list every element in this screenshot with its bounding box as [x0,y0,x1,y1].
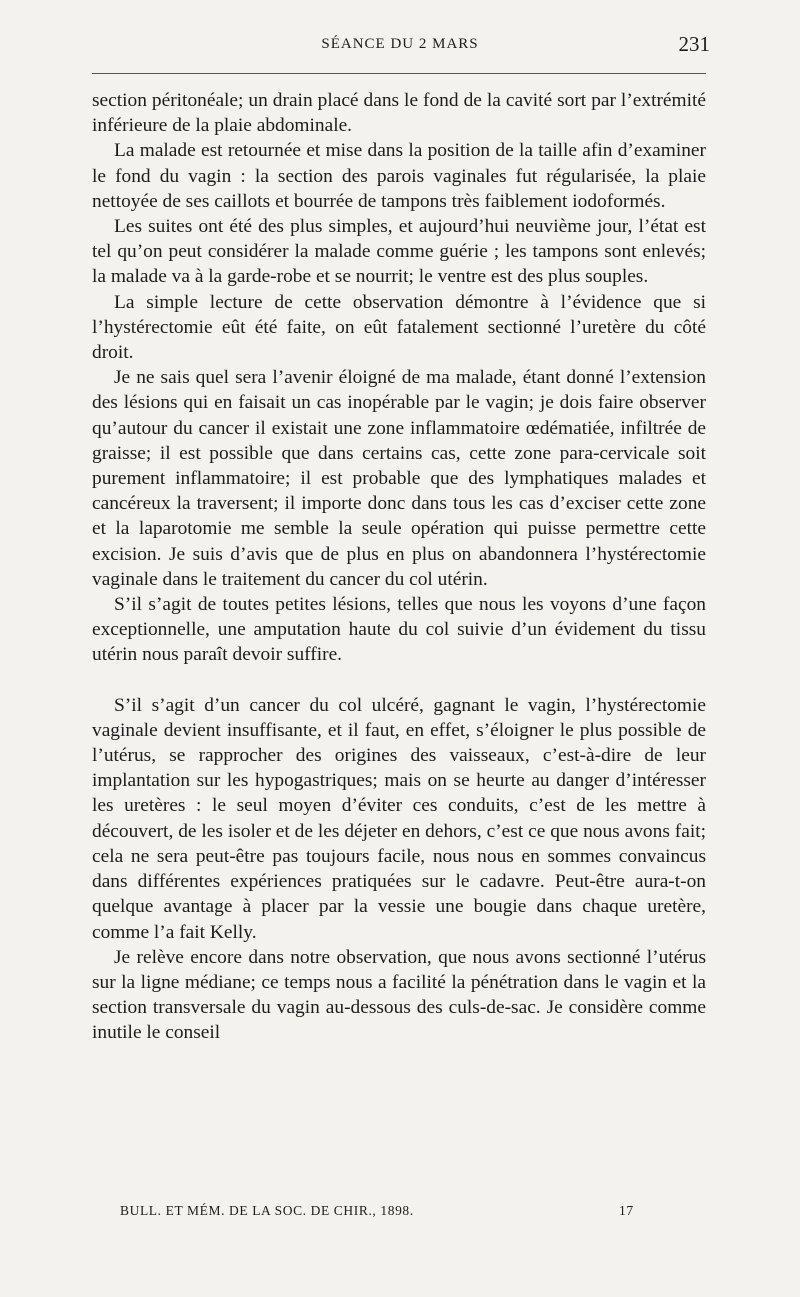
paragraph-continuation: section péritonéale; un drain placé dans le fond de la cavité sort par l’extrémité inférieure de la plaie abdominale. [92,90,706,137]
paragraph: La malade est retournée et mise dans la position de la taille afin d’examiner le fond du vagin : la section des parois vaginales fut régularisée, la plaie nettoyée de ses caillots et bourrée de tampons très faiblement iodoformés. [92,140,706,212]
page-number: 231 [678,32,710,56]
footer-signature-mark: 17 [619,1203,634,1218]
paragraph: S’il s’agit d’un cancer du col ulcéré, gagnant le vagin, l’hystérectomie vaginale devient insuffisante, et il faut, en effet, s’éloigner le plus possible de l’utérus, se rapprocher des origines des vaisseaux, c’est-à-dire de leur implantation sur les hypogastriques; mais on se heurte au danger d’intéresser les uretères : le seul moyen d’éviter ces conduits, c’est de les mettre à découvert, de les isoler et de les déjeter en dehors, c’est ce que nous avons fait; cela ne sera peut-être pas toujours facile, nous nous en sommes convaincus dans différentes expériences pratiquées sur le cadavre. Peut-être aura-t-on quelque avantage à placer par la vessie une bougie dans chaque uretère, comme l’a fait Kelly. [92,694,706,943]
paragraph: Je relève encore dans notre observation, que nous avons sectionné l’utérus sur la ligne médiane; ce temps nous a facilité la pénétration dans le vagin et la section transversale du vagin au-dessous des culs-de-sac. Je considère comme inutile le conseil [92,946,706,1044]
paragraph: Je ne sais quel sera l’avenir éloigné de ma malade, étant donné l’extension des lésions qui en faisait un cas inopérable par le vagin; je dois faire observer qu’autour du cancer il existait une zone inflammatoire œdématiée, infiltrée de graisse; il est possible que dans certains cas, cette zone para-cervicale soit purement inflammatoire; il est probable que des lymphatiques malades et cancéreux la traversent; il importe donc dans tous les cas d’exciser cette zone et la laparotomie me semble la seule opération qui puisse permettre cette excision. Je suis d’avis que de plus en plus on abandonnera l’hystérectomie vaginale dans le traitement du cancer du col utérin. [92,367,706,590]
body-text [92,88,706,1046]
header-rule [92,73,706,74]
running-title: SÉANCE DU 2 MARS [321,36,479,52]
running-head [90,34,710,58]
paragraph: S’il s’agit de toutes petites lésions, telles que nous les voyons d’une façon exceptionnelle, une amputation haute du col suivie d’un évidement du tissu utérin nous paraît devoir suffire. [92,594,706,666]
paragraph: La simple lecture de cette observation démontre à l’évidence que si l’hystérectomie eût été faite, on eût fatalement sectionné l’uretère du côté droit. [92,291,706,364]
paragraph: Les suites ont été des plus simples, et aujourd’hui neuvième jour, l’état est tel qu’on peut considérer la malade comme guérie ; les tampons sont enlevés; la malade va à la garde-robe et se nourrit; le ventre est des plus souples. [92,216,706,288]
footer-source: BULL. ET MÉM. DE LA SOC. DE CHIR., 1898. [120,1203,414,1218]
page-footer [92,1203,706,1225]
